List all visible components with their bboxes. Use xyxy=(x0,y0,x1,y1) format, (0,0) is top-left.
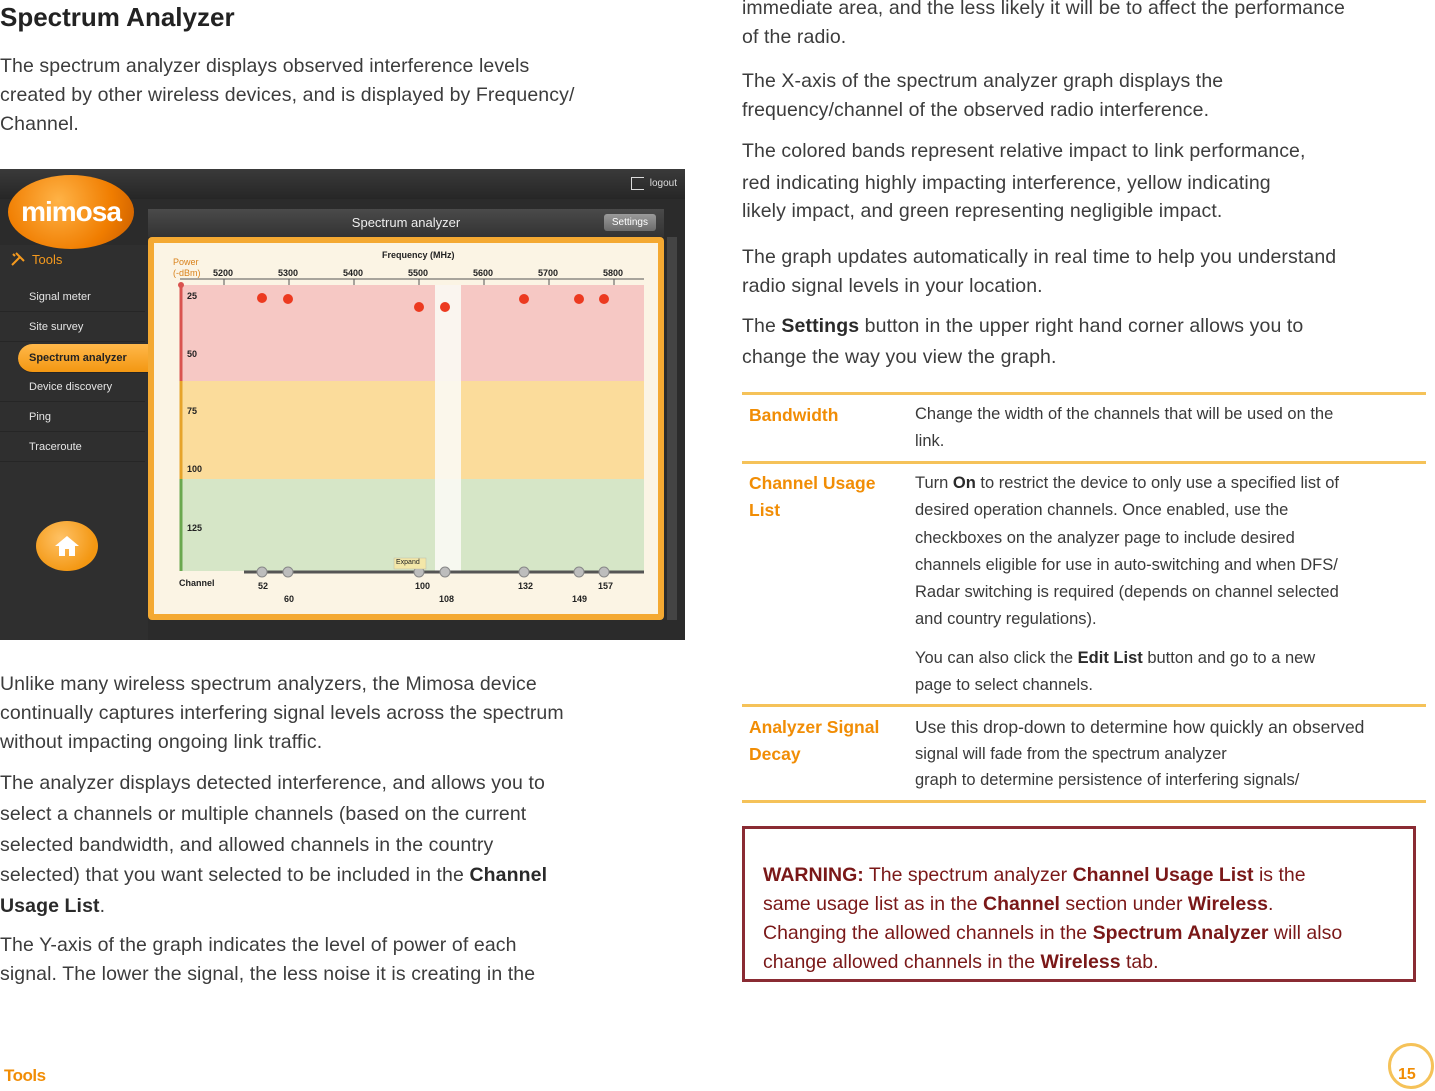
text-line: red indicating highly impacting interference, yellow indicating xyxy=(742,171,1271,194)
channel-label: 108 xyxy=(439,594,455,604)
definition-bandwidth xyxy=(915,401,1420,456)
channel-marker[interactable] xyxy=(440,567,450,577)
term-line: Analyzer Signal xyxy=(749,717,880,737)
punctuation: . xyxy=(99,895,106,918)
channel-label: 60 xyxy=(284,594,295,604)
power-tick: 50 xyxy=(187,349,198,359)
text-fragment: You can also click the xyxy=(915,648,1078,667)
term-line: Decay xyxy=(749,744,801,764)
text-line: page to select channels. xyxy=(915,676,1093,695)
text-line: The spectrum analyzer displays observed interference levels xyxy=(0,55,530,77)
channel-label: 52 xyxy=(258,581,269,591)
text-fragment: to restrict the device to only use a specified list of xyxy=(975,474,1340,492)
freq-tick: 5200 xyxy=(213,268,234,278)
power-tick: 100 xyxy=(187,464,203,474)
paragraph-channel-selection xyxy=(0,768,547,922)
nav-item-site-survey[interactable]: Site survey xyxy=(0,313,145,342)
table-rule xyxy=(742,392,1426,395)
interference-point xyxy=(440,302,450,312)
channel-marker[interactable] xyxy=(574,567,584,577)
text-line: select a channels or multiple channels (based on the current xyxy=(0,802,527,825)
text-line: created by other wireless devices, and is displayed by Frequency/ xyxy=(0,84,575,106)
text-line: without impacting ongoing link traffic. xyxy=(0,731,323,753)
freq-tick: 5700 xyxy=(538,268,559,278)
channel-label: 100 xyxy=(415,581,431,591)
logout-label: logout xyxy=(649,178,677,189)
text-line: continually captures interfering signal levels across the spectrum xyxy=(0,702,564,724)
settings-button[interactable]: Settings xyxy=(604,214,656,231)
nav-item-ping[interactable]: Ping xyxy=(0,403,145,432)
term-line: Channel Usage xyxy=(749,473,876,493)
table-rule xyxy=(742,461,1426,464)
term-bandwidth xyxy=(749,402,838,429)
graph-frame xyxy=(148,237,664,620)
text-fragment: . xyxy=(1267,893,1274,915)
text-line: and country regulations). xyxy=(915,610,1097,629)
bold-term: On xyxy=(952,474,976,492)
term-line: List xyxy=(749,500,781,520)
logout-link[interactable] xyxy=(631,177,677,190)
bold-term: Edit List xyxy=(1077,648,1143,667)
interference-point xyxy=(414,302,424,312)
text-line: immediate area, and the less likely it will be to affect the performance xyxy=(742,0,1345,19)
table-rule xyxy=(742,800,1426,803)
freq-tick: 5300 xyxy=(278,268,299,278)
text-line: link. xyxy=(915,432,945,451)
nav-item-spectrum-analyzer[interactable]: Spectrum analyzer xyxy=(18,344,153,373)
text-fragment: is the xyxy=(1253,864,1306,886)
text-line: channels eligible for use in auto-switching and when DFS/ xyxy=(915,555,1338,574)
bold-term: Usage List xyxy=(0,895,100,918)
text-line: radio signal levels in your location. xyxy=(742,275,1043,297)
paragraph-x-axis xyxy=(742,67,1223,125)
term-line: Bandwidth xyxy=(749,405,839,425)
page-number: 15 xyxy=(1398,1066,1416,1083)
channel-marker[interactable] xyxy=(283,567,293,577)
channel-marker[interactable] xyxy=(257,567,267,577)
frequency-axis-label: Frequency (MHz) xyxy=(382,250,455,260)
bold-term: Channel xyxy=(469,864,548,887)
text-line: The analyzer displays detected interference, and allows you to xyxy=(0,772,545,794)
interference-point xyxy=(283,294,293,304)
text-line: graph to determine persistence of interfering signals/ xyxy=(915,771,1300,789)
channel-label: 132 xyxy=(518,581,534,591)
section-title: Spectrum Analyzer xyxy=(0,2,235,32)
text-line: The graph updates automatically in real time to help you understand xyxy=(742,246,1337,268)
bold-term: Spectrum Analyzer xyxy=(1092,922,1269,944)
mimosa-logo xyxy=(8,175,134,249)
table-rule xyxy=(742,704,1426,707)
nav-item-device-discovery[interactable]: Device discovery xyxy=(0,373,145,402)
bold-term: Wireless xyxy=(1040,951,1121,973)
text-line: Use this drop-down to determine how quickly an observed xyxy=(915,717,1365,737)
freq-tick: 5400 xyxy=(343,268,364,278)
text-line: of the radio. xyxy=(742,26,847,48)
paragraph-updates xyxy=(742,243,1336,301)
text-fragment: section under xyxy=(1059,893,1188,915)
text-line: The Y-axis of the graph indicates the level of power of each xyxy=(0,934,517,956)
channel-marker[interactable] xyxy=(599,567,609,577)
text-line: Channel. xyxy=(0,113,79,135)
text-line: selected) that you want selected to be included in the xyxy=(0,864,470,887)
bold-term: Channel Usage List xyxy=(1072,864,1254,886)
paragraph-colored-bands xyxy=(742,136,1306,228)
spectrum-analyzer-screenshot xyxy=(0,169,685,640)
text-fragment: Turn xyxy=(915,474,953,492)
text-line: likely impact, and green representing negligible impact. xyxy=(742,200,1223,222)
text-fragment: tab. xyxy=(1120,951,1159,973)
bold-term: Wireless xyxy=(1187,893,1268,915)
paragraph-continued xyxy=(742,0,1345,52)
text-line: The colored bands represent relative impact to link performance, xyxy=(742,140,1306,162)
freq-tick: 5500 xyxy=(408,268,429,278)
scrollbar[interactable] xyxy=(667,237,677,620)
tools-icon xyxy=(10,251,26,267)
text-line: desired operation channels. Once enabled, use the xyxy=(915,501,1289,520)
interference-point xyxy=(599,294,609,304)
text-line: selected bandwidth, and allowed channels in the country xyxy=(0,833,494,856)
power-tick: 125 xyxy=(187,523,203,533)
logout-icon xyxy=(631,177,644,190)
text-fragment: The xyxy=(742,315,782,337)
text-fragment: will also xyxy=(1268,922,1343,944)
power-unit-label: (-dBm) xyxy=(173,268,201,278)
logo-text: mimosa xyxy=(21,196,121,227)
selected-channel-column xyxy=(435,285,461,571)
freq-tick: 5800 xyxy=(603,268,624,278)
nav-item-traceroute[interactable]: Traceroute xyxy=(0,433,145,462)
tools-heading xyxy=(10,251,62,267)
paragraph-y-axis xyxy=(0,931,535,989)
paragraph-continual-capture xyxy=(0,670,564,757)
text-line: frequency/channel of the observed radio interference. xyxy=(742,99,1210,121)
text-line: Unlike many wireless spectrum analyzers, the Mimosa device xyxy=(0,673,537,695)
text-fragment: change allowed channels in the xyxy=(763,951,1041,973)
home-icon xyxy=(54,535,80,557)
definition-analyzer-signal-decay xyxy=(915,714,1420,794)
text-line: Change the width of the channels that will be used on the xyxy=(915,405,1334,423)
intro-paragraph xyxy=(0,52,574,139)
nav-item-signal-meter[interactable]: Signal meter xyxy=(0,283,145,312)
paragraph-settings xyxy=(742,311,1303,373)
text-fragment: button in the upper right hand corner allows you to xyxy=(859,315,1304,337)
text-line: signal will fade from the spectrum analyzer xyxy=(915,744,1227,763)
green-band xyxy=(180,479,644,571)
text-line: The X-axis of the spectrum analyzer graph displays the xyxy=(742,70,1224,92)
interference-point xyxy=(519,294,529,304)
footer-section-label: Tools xyxy=(4,1066,46,1085)
expand-label: Expand xyxy=(396,559,420,566)
interference-point xyxy=(574,294,584,304)
home-button[interactable] xyxy=(36,521,98,571)
term-analyzer-signal-decay xyxy=(749,714,879,768)
panel-title: Spectrum analyzer xyxy=(351,215,461,230)
bold-term: Channel xyxy=(983,893,1060,915)
text-fragment: Changing the allowed channels in the xyxy=(763,922,1093,944)
term-channel-usage-list xyxy=(749,470,875,524)
text-fragment: button and go to a new xyxy=(1142,648,1316,667)
warning-text xyxy=(763,861,1403,977)
power-axis-label: Power xyxy=(173,257,199,267)
text-line: Radar switching is required (depends on channel selected xyxy=(915,583,1339,602)
text-line: change the way you view the graph. xyxy=(742,346,1057,368)
channel-label: 149 xyxy=(572,594,588,604)
tools-label: Tools xyxy=(32,251,63,267)
power-tick: 75 xyxy=(187,406,198,416)
yellow-band xyxy=(180,381,644,479)
text-line: checkboxes on the analyzer page to include desired xyxy=(915,528,1295,547)
channel-axis-label: Channel xyxy=(179,578,215,588)
text-fragment: The spectrum analyzer xyxy=(863,864,1073,886)
bold-term: Settings xyxy=(781,315,860,337)
text-fragment: same usage list as in the xyxy=(763,893,984,915)
freq-tick: 5600 xyxy=(473,268,494,278)
interference-point xyxy=(257,293,267,303)
text-line: signal. The lower the signal, the less noise it is creating in the xyxy=(0,963,536,985)
power-tick: 25 xyxy=(187,291,198,301)
channel-marker[interactable] xyxy=(519,567,529,577)
panel-titlebar xyxy=(148,209,664,237)
graph-background xyxy=(154,243,658,614)
warning-label: WARNING: xyxy=(763,864,864,886)
channel-label: 157 xyxy=(598,581,614,591)
definition-channel-usage-list xyxy=(915,470,1420,699)
